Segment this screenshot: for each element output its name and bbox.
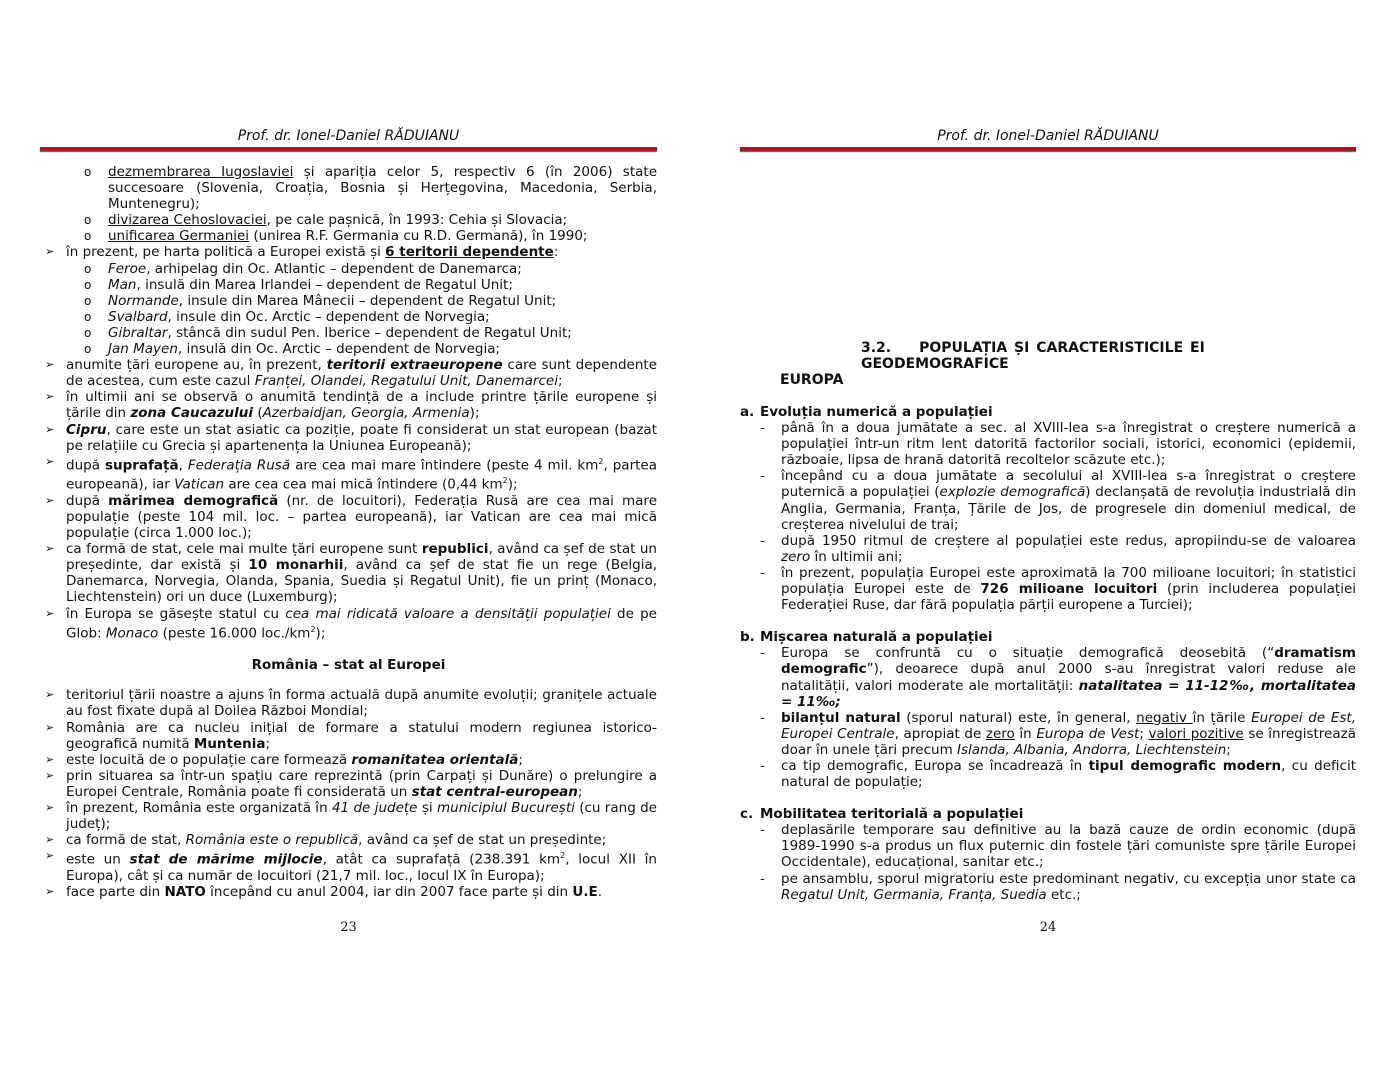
list-item: ➢ este un stat de mărime mijlocie, atât ca suprafață (238.391 $km^2$, locul XII în Europa), cât și ca număr de locuitori (21,7 mil. loc., locul IX în Europa); bbox=[45, 849, 657, 884]
page-header-author: Prof. dr. Ionel-Daniel RĂDUIANU bbox=[237, 128, 460, 144]
circle-bullet-icon: o bbox=[84, 342, 92, 357]
list-item: o dezmembrarea Iugoslaviei și apariția celor 5, respectiv 6 (în 2006) state succesoare (Slovenia, Croația, Bosnia și Herțegovina, Macedonia, Serbia, Muntenegru); bbox=[84, 164, 657, 213]
page-body bbox=[740, 404, 1356, 903]
dash-bullet-icon: - bbox=[760, 757, 765, 774]
list-item: - în prezent, populația Europei este aproximată la 700 milioane locuitori; în statistici populația Europei este de 726 milioane locuitori (prin includerea populației Federației Ruse, dar fără populația părții europene a Turciei); bbox=[760, 564, 1357, 614]
list-item: ➢ teritoriul țării noastre a ajuns în forma actuală după anumite evoluții; granițele actuale au fost fixate după al Doilea Război Mondial; bbox=[45, 687, 657, 720]
list-item: ➢ România are ca nucleu inițial de formare a statului modern regiunea istorico-geografică numită Muntenia; bbox=[45, 719, 657, 752]
dash-bullet-icon: - bbox=[760, 822, 765, 839]
section-title-text: POPULAȚIA ȘI CARACTERISTICILE EI GEODEMOGRAFICE bbox=[861, 340, 1205, 372]
dash-bullet-icon: - bbox=[760, 564, 765, 581]
arrow-bullet-icon: ➢ bbox=[45, 493, 55, 507]
list-item: - până în a doua jumătate a sec. al XVIII-lea s-a înregistrat o creștere numerică a populației într-un ritm lent datorită factorilor sociali, istorici, economici (epidemii, războaie, lipsa de hrană datorită recoltelor scăzute etc.); bbox=[760, 420, 1356, 469]
page-body bbox=[40, 164, 657, 900]
arrow-bullet-icon: ➢ bbox=[45, 768, 55, 782]
page-number: 23 bbox=[340, 920, 357, 935]
dash-bullet-icon: - bbox=[760, 645, 765, 662]
list-item: o Man, insulă din Marea Irlandei – dependent de Regatul Unit; bbox=[84, 276, 513, 293]
list-item: o Svalbard, insule din Oc. Arctic – dependent de Norvegia; bbox=[84, 308, 490, 325]
list-item: o Jan Mayen, insulă din Oc. Arctic – dependent de Norvegia; bbox=[84, 341, 501, 358]
list-item: ➢ este locuită de o populație care formează romanitatea orientală; bbox=[45, 751, 523, 768]
subsection-heading: c. Mobilitatea teritorială a populației bbox=[740, 806, 1024, 823]
arrow-bullet-icon: ➢ bbox=[45, 688, 55, 702]
region-title: EUROPA bbox=[780, 372, 844, 388]
section-title bbox=[861, 340, 1356, 372]
circle-bullet-icon: o bbox=[84, 229, 92, 244]
arrow-bullet-icon: ➢ bbox=[45, 833, 55, 847]
list-item: ➢ în prezent, pe harta politică a Europei există și 6 teritorii dependente: bbox=[45, 244, 559, 261]
subsection-heading: a. Evoluția numerică a populației bbox=[740, 404, 993, 420]
dash-bullet-icon: - bbox=[760, 468, 765, 485]
arrow-bullet-icon: ➢ bbox=[45, 884, 55, 898]
list-item: o unificarea Germaniei (unirea R.F. Germania cu R.D. Germană), în 1990; bbox=[84, 228, 588, 245]
page-number: 24 bbox=[1039, 920, 1057, 935]
dash-bullet-icon: - bbox=[760, 420, 765, 437]
list-item: ➢ după mărimea demografică (nr. de locuitori), Federația Rusă are cea mai mare populație (peste 104 mil. loc. – partea europeană), iar Vatican are cea mai mică populație (circa 1.000 loc.); bbox=[45, 492, 657, 542]
list-item: ➢ prin situarea sa într-un spațiu care reprezintă (prin Carpați și Dunăre) o prelungire a Europei Centrale, România poate fi considerată un stat central-european; bbox=[45, 767, 657, 800]
subsection-heading: b. Mișcarea naturală a populației bbox=[740, 629, 993, 646]
list-item: - Europa se confruntă cu o situație demografică deosebită (“dramatism demografic”), deoarece după anul 2000 s-au înregistrat valori reduse ale natalității, valori moderate ale mortalității: natalitatea = 11-12‰, mortalitatea = 11‰; bbox=[760, 645, 1356, 710]
circle-bullet-icon: o bbox=[84, 293, 92, 308]
list-item: ➢ în prezent, România este organizată în 41 de județe și municipiul București (cu rang de județ); bbox=[45, 799, 657, 833]
list-item: ➢ ca formă de stat, cele mai multe țări europene sunt republici, având ca șef de stat un președinte, dar există și 10 monarhii, având ca șef de stat fie un rege (Belgia, Danemarca, Norvegia, Olanda, Spania, Suedia și Regatul Unit), fie un prinț (Monaco, Liechtenstein) ori un duce (Luxemburg); bbox=[45, 541, 658, 606]
section-number: 3.2. bbox=[861, 340, 892, 356]
circle-bullet-icon: o bbox=[84, 165, 92, 179]
list-item: - bilanțul natural (sporul natural) este, în general, negativ în țările Europei de Est, Europei Centrale, apropiat de zero în Europa de Vest; valori pozitive se înregistrează doar în unele țări precum Islanda, Albania, Andorra, Liechtenstein; bbox=[760, 709, 1356, 758]
circle-bullet-icon: o bbox=[84, 213, 92, 228]
arrow-bullet-icon: ➢ bbox=[45, 752, 55, 766]
arrow-bullet-icon: ➢ bbox=[45, 542, 55, 556]
list-item: o Feroe, arhipelag din Oc. Atlantic – dependent de Danemarca; bbox=[84, 260, 522, 277]
circle-bullet-icon: o bbox=[84, 309, 92, 324]
list-item: ➢ face parte din NATO începând cu anul 2004, iar din 2007 face parte și din U.E. bbox=[45, 883, 602, 900]
header-rule bbox=[740, 147, 1356, 151]
list-item: o Gibraltar, stâncă din sudul Pen. Iberice – dependent de Regatul Unit; bbox=[84, 324, 572, 341]
list-item: ➢ în ultimii ani se observă o anumită tendință de a include printre țările europene și țările din zona Caucazului (Azerbaidjan, Georgia, Armenia); bbox=[45, 389, 657, 422]
section-heading: România – stat al Europei bbox=[251, 657, 446, 674]
arrow-bullet-icon: ➢ bbox=[45, 606, 55, 620]
list-item: - deplasările temporare sau definitive au la bază cauze de ordin economic (după 1989-1990 s-a produs un flux puternic din fostele țări comuniste spre țările Europei Occidentale), educațional, sanitar etc.; bbox=[760, 822, 1356, 871]
header-rule bbox=[40, 147, 657, 151]
circle-bullet-icon: o bbox=[84, 325, 92, 340]
dash-bullet-icon: - bbox=[760, 870, 765, 887]
arrow-bullet-icon: ➢ bbox=[45, 800, 55, 814]
arrow-bullet-icon: ➢ bbox=[45, 422, 55, 436]
arrow-bullet-icon: ➢ bbox=[45, 849, 55, 863]
list-item: - după 1950 ritmul de creștere al populației este redus, apropiindu-se de valoarea zero în ultimii ani; bbox=[760, 532, 1356, 565]
list-item: - pe ansamblu, sporul migratoriu este predominant negativ, cu excepția unor state ca Regatul Unit, Germania, Franța, Suedia etc.; bbox=[760, 870, 1356, 903]
list-item: ➢ în Europa se găsește statul cu cea mai ridicată valoare a densității populației de pe Glob: Monaco (peste 16.000 $loc./km^2$); bbox=[45, 605, 657, 642]
list-item: - ca tip demografic, Europa se încadrează în tipul demografic modern, cu deficit natural de populație; bbox=[760, 757, 1356, 791]
page-header-author: Prof. dr. Ionel-Daniel RĂDUIANU bbox=[937, 128, 1159, 144]
arrow-bullet-icon: ➢ bbox=[45, 358, 55, 372]
arrow-bullet-icon: ➢ bbox=[45, 720, 55, 734]
list-item: o divizarea Cehoslovaciei, pe cale pașnică, în 1993: Cehia și Slovacia; bbox=[84, 212, 568, 229]
list-item: ➢ Cipru, care este un stat asiatic ca poziție, poate fi considerat un stat european (bazat pe relațiile cu Grecia și apartenența la Uniunea Europeană); bbox=[45, 421, 657, 454]
list-item: - începând cu a doua jumătate a secolului al XVIII-lea s-a înregistrat o creștere puternică a populației (explozie demografică) declanșată de revoluția industrială din Anglia, Germania, Franța, Țările de Jos, de progresele din domeniul medical, de creșterea nivelului de trai; bbox=[760, 468, 1357, 533]
list-item: ➢ anumite țări europene au, în prezent, teritorii extraeuropene care sunt dependente de acestea, cum este cazul Franței, Olandei, Regatului Unit, Danemarcei; bbox=[45, 357, 658, 390]
arrow-bullet-icon: ➢ bbox=[45, 390, 55, 404]
list-item: o Normande, insule din Marea Mânecii – dependent de Regatul Unit; bbox=[84, 292, 557, 309]
dash-bullet-icon: - bbox=[760, 532, 765, 549]
arrow-bullet-icon: ➢ bbox=[45, 454, 55, 468]
list-item: ➢ ca formă de stat, România este o republică, având ca șef de stat un președinte; bbox=[45, 832, 607, 849]
circle-bullet-icon: o bbox=[84, 261, 92, 276]
circle-bullet-icon: o bbox=[84, 277, 92, 292]
list-item: ➢ după suprafață, Federația Rusă are cea mai mare întindere (peste 4 mil. $km^2$, partea europeană), iar Vatican are cea cea mai mică întindere (0,44 $km^2$); bbox=[45, 454, 658, 493]
arrow-bullet-icon: ➢ bbox=[45, 245, 55, 259]
dash-bullet-icon: - bbox=[760, 709, 765, 726]
